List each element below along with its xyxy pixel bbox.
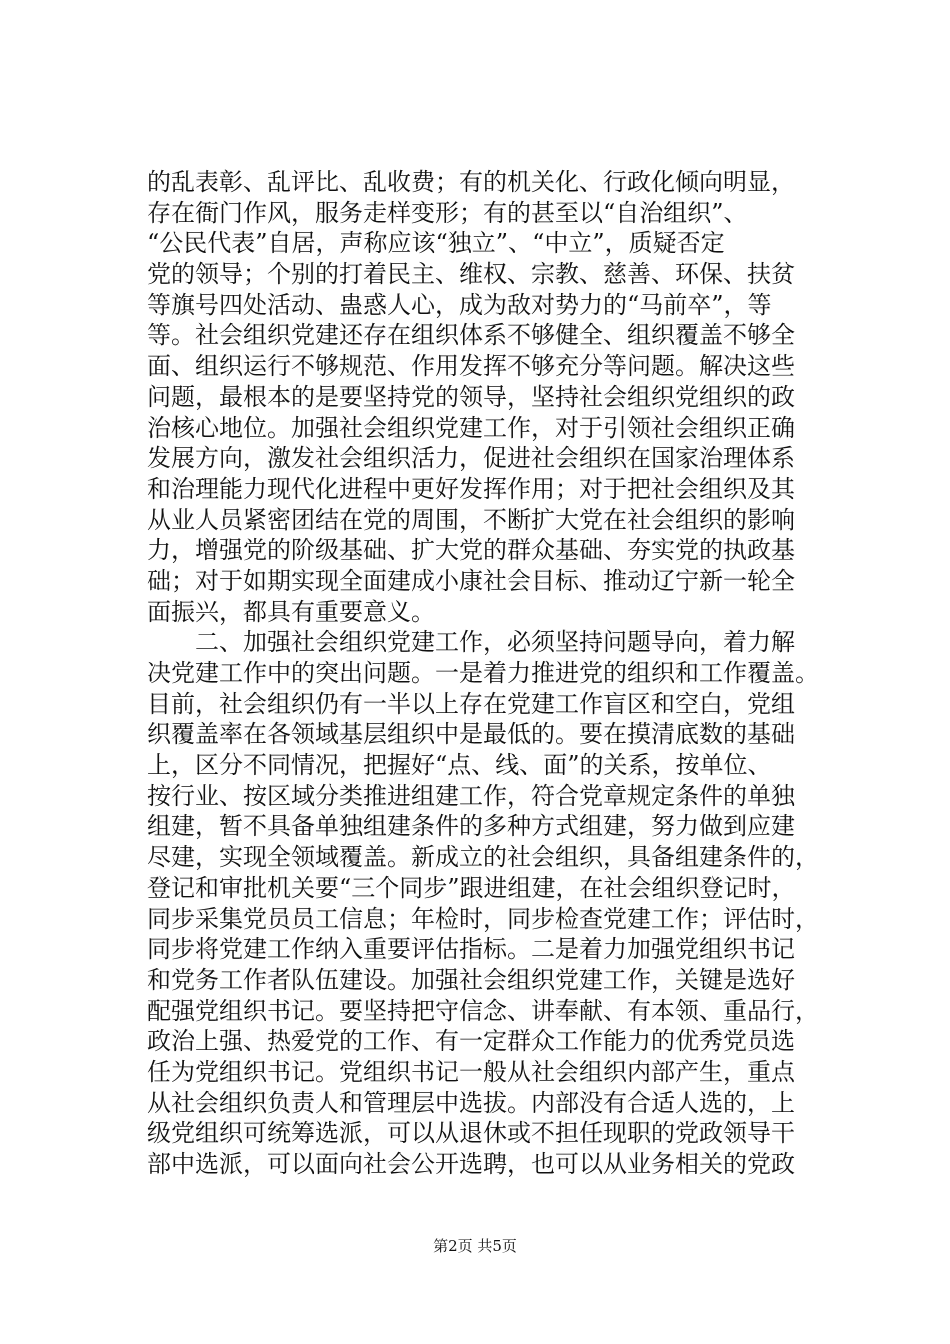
text-line: 配强党组织书记。要坚持把守信念、讲奉献、有本领、重品行， <box>147 996 819 1025</box>
text-line: 问题，最根本的是要坚持党的领导，坚持社会组织党组织的政 <box>147 382 795 411</box>
text-line: 的乱表彰、乱评比、乱收费；有的机关化、行政化倾向明显， <box>147 168 795 196</box>
text-line: 级党组织可统筹选派，可以从退休或不担任现职的党政领导干 <box>147 1119 795 1148</box>
text-line: 二、加强社会组织党建工作，必须坚持问题导向，着力解 <box>195 628 795 657</box>
text-line: 面、组织运行不够规范、作用发挥不够充分等问题。解决这些 <box>147 352 795 381</box>
text-line: 党的领导；个别的打着民主、维权、宗教、慈善、环保、扶贫 <box>147 260 795 289</box>
text-line: 政治上强、热爱党的工作、有一定群众工作能力的优秀党员选 <box>147 1027 795 1056</box>
text-line: 组建，暂不具备单独组建条件的多种方式组建，努力做到应建 <box>147 812 795 841</box>
text-line: 同步采集党员员工信息；年检时，同步检查党建工作；评估时， <box>147 904 819 933</box>
text-line: 存在衙门作风，服务走样变形；有的甚至以“自治组织”、 <box>147 198 748 227</box>
text-line: 发展方向，激发社会组织活力，促进社会组织在国家治理体系 <box>147 444 795 473</box>
text-line: 部中选派，可以面向社会公开选聘，也可以从业务相关的党政 <box>147 1150 795 1178</box>
text-line: 面振兴，都具有重要意义。 <box>147 597 435 626</box>
text-line: 等。社会组织党建还存在组织体系不够健全、组织覆盖不够全 <box>147 321 795 350</box>
text-line: 和治理能力现代化进程中更好发挥作用；对于把社会组织及其 <box>147 474 795 503</box>
text-line: 同步将党建工作纳入重要评估指标。二是着力加强党组织书记 <box>147 935 795 964</box>
text-line: 目前，社会组织仍有一半以上存在党建工作盲区和空白，党组 <box>147 689 795 718</box>
text-line: 治核心地位。加强社会组织党建工作，对于引领社会组织正确 <box>147 413 795 442</box>
text-line: 登记和审批机关要“三个同步”跟进组建，在社会组织登记时， <box>147 873 796 902</box>
text-line: 尽建，实现全领域覆盖。新成立的社会组织，具备组建条件的， <box>147 843 819 872</box>
text-line: 织覆盖率在各领域基层组织中是最低的。要在摸清底数的基础 <box>147 720 795 749</box>
text-line: 础；对于如期实现全面建成小康社会目标、推动辽宁新一轮全 <box>147 566 795 595</box>
text-line: 决党建工作中的突出问题。一是着力推进党的组织和工作覆盖。 <box>147 659 819 687</box>
text-line: 等旗号四处活动、蛊惑人心，成为敌对势力的“马前卒”，等 <box>147 290 772 319</box>
page-footer: 第2页 共5页 <box>433 1237 517 1255</box>
text-line: 和党务工作者队伍建设。加强社会组织党建工作，关键是选好 <box>147 965 795 994</box>
text-line: 力，增强党的阶级基础、扩大党的群众基础、夯实党的执政基 <box>147 536 795 565</box>
text-line: “公民代表”自居，声称应该“独立”、“中立”，质疑否定 <box>147 229 725 258</box>
text-line: 按行业、按区域分类推进组建工作，符合党章规定条件的单独 <box>147 781 795 810</box>
text-line: 任为党组织书记。党组织书记一般从社会组织内部产生，重点 <box>147 1057 795 1086</box>
text-line: 上，区分不同情况，把握好“点、线、面”的关系，按单位、 <box>147 751 772 780</box>
text-line: 从业人员紧密团结在党的周围，不断扩大党在社会组织的影响 <box>147 505 795 534</box>
text-line: 从社会组织负责人和管理层中选拔。内部没有合适人选的，上 <box>147 1088 795 1117</box>
body-text <box>147 167 827 1180</box>
